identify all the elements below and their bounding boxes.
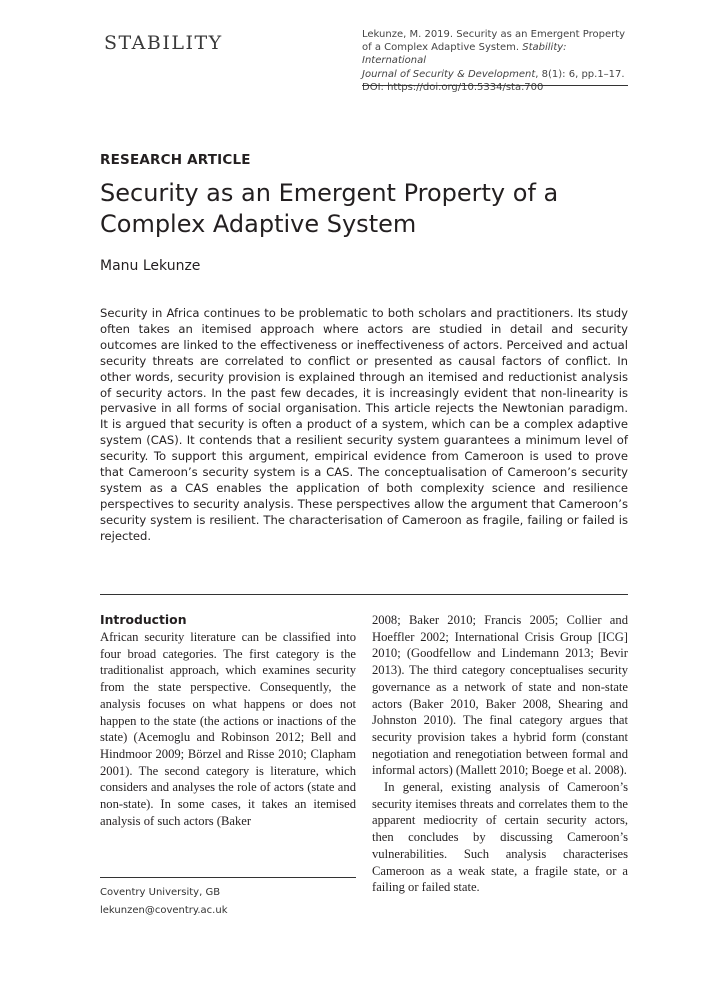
citation-journal: Stability: International (362, 42, 567, 67)
article-title: Security as an Emergent Property of a Complex Adaptive System (100, 179, 559, 238)
citation-line: Lekunze, M. 2019. Security as an Emergent Property (362, 29, 626, 40)
journal-logo: STABILITY (104, 32, 223, 54)
author-affiliation: Coventry University, GB (100, 887, 221, 898)
abstract: Security in Africa continues to be problematic to both scholars and practitioners. Its study often takes an itemised approach where actors are studied in detail and security outcomes are linked to the effectiveness or ineffectiveness of actors. Perceived and actual security threats are correlated to conflict or presented as causal factors of conflict. In other words, security provision is explained through an itemised and reductionist analysis of security actors. In the past few decades, it is increasingly evident that non-linearity is pervasive in all forms of social organisation. This article rejects the Newtonian paradigm. It is argued that security is often a product of a system, which can be a complex adaptive system (CAS). It contends that a resilient security system guarantees a minimum level of security. To support this argument, empirical evidence from Cameroon is used to prove that Cameroon’s security system is a CAS. The conceptualisation of Cameroon’s security system as a CAS enables the application of both complexity science and resilience perspectives to security analysis. These perspectives allow the argument that Cameroon’s security system is resilient. The characterisation of Cameroon as fragile, failing or failed is rejected. (100, 306, 628, 543)
author-email[interactable]: lekunzen@coventry.ac.uk (100, 905, 228, 916)
body-paragraph: African security literature can be classified into four broad categories. The first category is the traditionalist approach, which examines security from the state perspective. Consequently, the analysis focuses on what happens or does not happen to the state (the actions or inactions of the state) (Acemoglu and Robinson 2012; Bell and Hindmoor 2009; Börzel and Risse 2010; Clapham 2001). The second category is literature, which considers and analyses the role of actors (state and non-state). In some cases, it takes an itemised analysis of such actors (Baker (100, 630, 356, 828)
citation-line (362, 41, 632, 67)
article-type: RESEARCH ARTICLE (100, 152, 251, 168)
footnote-divider (100, 877, 356, 878)
citation-line (362, 68, 632, 81)
body-column-left (100, 612, 356, 829)
citation-text: , 8(1): 6, pp.1–17. (535, 68, 625, 80)
footnote (100, 884, 228, 920)
body-paragraph: 2008; Baker 2010; Francis 2005; Collier and Hoeffler 2002; International Crisis Group [ICG] 2010; (Goodfellow and Lindemann 2013; Bevir 2013). The third category conceptualises security governance as a network of state and non-state actors (Baker 2010, Baker 2008, Shearing and Johnston 2010). The final category argues that security provision takes a hybrid form (constant negotiation and renegotiation between formal and informal actors) (Mallett 2010; Boege et al. 2008). (372, 613, 628, 778)
header-divider (362, 85, 628, 86)
citation-text: of a Complex Adaptive System. (362, 42, 523, 54)
body-paragraph: In general, existing analysis of Cameroon’s security itemises threats and correlates them to the apparent mediocrity of certain security actors, then concludes by discussing Cameroon’s vulnerabilities. Such analysis characterises Cameroon as a weak state, a fragile state, or a failing or failed state. (372, 780, 628, 895)
abstract-divider (100, 594, 628, 595)
article-author: Manu Lekunze (100, 258, 201, 274)
body-column-right (372, 612, 628, 896)
section-heading: Introduction (100, 612, 187, 627)
citation-journal: Journal of Security & Development (362, 68, 536, 80)
citation-doi[interactable]: DOI: https://doi.org/10.5334/sta.700 (362, 81, 544, 93)
